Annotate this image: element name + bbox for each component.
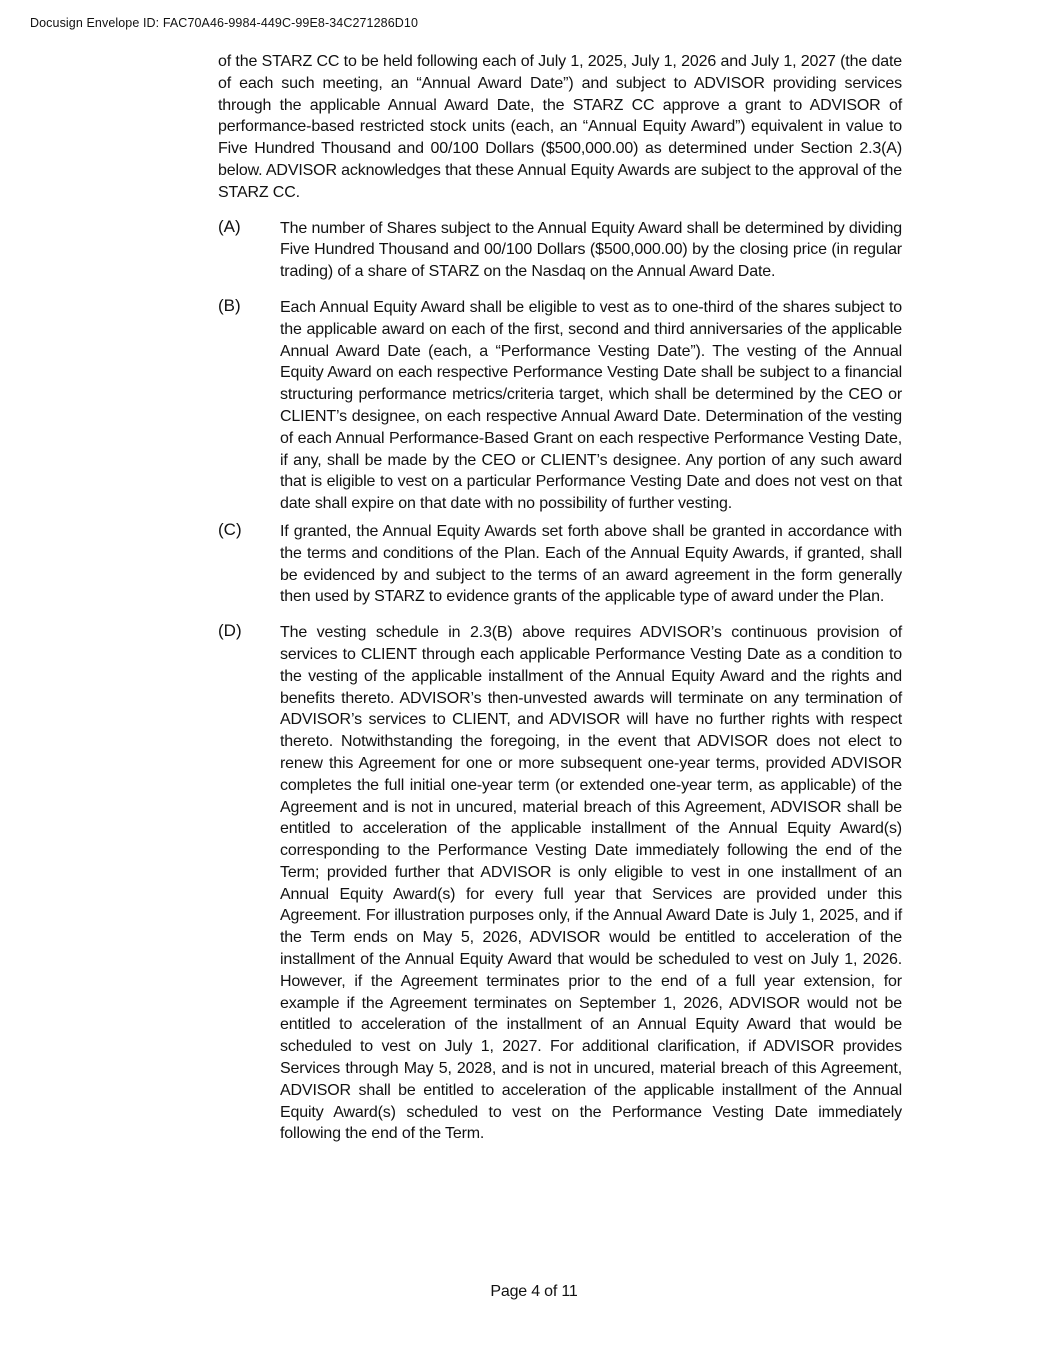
document-body [218,51,902,1145]
intro-paragraph: of the STARZ CC to be held following each of July 1, 2025, July 1, 2026 and July 1, 2027 (the date of each such meeting, an “Annual Award Date”) and subject to ADVISOR providing services through the applicable Annual Award Date, the STARZ CC approve a grant to ADVISOR of performance-based restricted stock units (each, an “Annual Equity Award”) equivalent in value to Five Hundred Thousand and 00/100 Dollars ($500,000.00) as determined under Section 2.3(A) below. ADVISOR acknowledges that these Annual Equity Awards are subject to the approval of the STARZ CC. [218,53,902,201]
clause-b-label: (B) [218,295,241,315]
clause-b-text: Each Annual Equity Award shall be eligible to vest as to one-third of the shares subject to the applicable award on each of the first, second and third anniversaries of the applicable Annual Award Date (each, a “Performance Vesting Date”). The vesting of the Annual Equity Award on each respective Performance Vesting Date shall be subject to a financial structuring performance metrics/criteria target, which shall be determined by the CEO or CLIENT’s designee, on each respective Annual Award Date. Determination of the vesting of each Annual Performance-Based Grant on each respective Performance Vesting Date, if any, shall be made by the CEO or CLIENT’s designee. Any portion of any such award that is eligible to vest on a particular Performance Vesting Date and does not vest on that date shall expire on that date with no possibility of further vesting. [280,298,902,513]
clause-d [218,622,902,1145]
clause-c-label: (C) [218,519,242,539]
clause-a [218,218,902,283]
clause-c-text: If granted, the Annual Equity Awards set forth above shall be granted in accordance with the terms and conditions of the Plan. Each of the Annual Equity Awards, if granted, shall be evidenced by and subject to the terms of an award agreement in the form generally then used by STARZ to evidence grants of the applicable type of award under the Plan. [280,522,902,606]
clause-d-label: (D) [218,621,242,641]
clause-a-label: (A) [218,216,241,236]
clause-c [218,521,902,608]
clause-a-text: The number of Shares subject to the Annual Equity Award shall be determined by dividing Five Hundred Thousand and 00/100 Dollars ($500,000.00) by the closing price (in regular trading) of a share of STARZ on the Nasdaq on the Annual Award Date. [280,219,902,281]
clause-b [218,297,902,515]
clause-d-text: The vesting schedule in 2.3(B) above requires ADVISOR’s continuous provision of services to CLIENT through each applicable Performance Vesting Date as a condition to the vesting of the applicable installment of the Annual Equity Award and the rights and benefits thereto. ADVISOR’s then-unvested awards will terminate on any termination of ADVISOR’s services to CLIENT, and ADVISOR will have no further rights with respect thereto. Notwithstanding the foregoing, in the event that ADVISOR does not elect to renew this Agreement for one or more subsequent one-year terms, provided ADVISOR completes the full initial one-year term (or extended one-year term, as applicable) of the Agreement and is not in uncured, material breach of this Agreement, ADVISOR shall be entitled to acceleration of the applicable installment of the Annual Equity Award(s) corresponding to the Performance Vesting Date immediately following the end of the Term; provided further that ADVISOR is only eligible to vest in one installment of an Annual Equity Award(s) for every full year that Services are provided under this Agreement. For illustration purposes only, if the Annual Award Date is July 1, 2025, and if the Term ends on May 5, 2026, ADVISOR would be entitled to acceleration of the installment of the Annual Equity Award that would be scheduled to vest on July 1, 2026. However, if the Agreement terminates prior to the end of a full year extension, for example if the Agreement terminates on September 1, 2026, ADVISOR would not be entitled to acceleration of the installment of an Annual Equity Award that would be scheduled to vest on July 1, 2027. For additional clarification, if ADVISOR provides Services through May 5, 2028, and is not in uncured, material breach of this Agreement, ADVISOR shall be entitled to acceleration of the applicable installment of the Annual Equity Award(s) scheduled to vest on the Performance Vesting Date immediately following the end of the Term. [280,624,902,1143]
envelope-id-header: Docusign Envelope ID: FAC70A46-9984-449C-99E8-34C271286D10 [30,16,418,30]
page-number: Page 4 of 11 [490,1283,578,1300]
